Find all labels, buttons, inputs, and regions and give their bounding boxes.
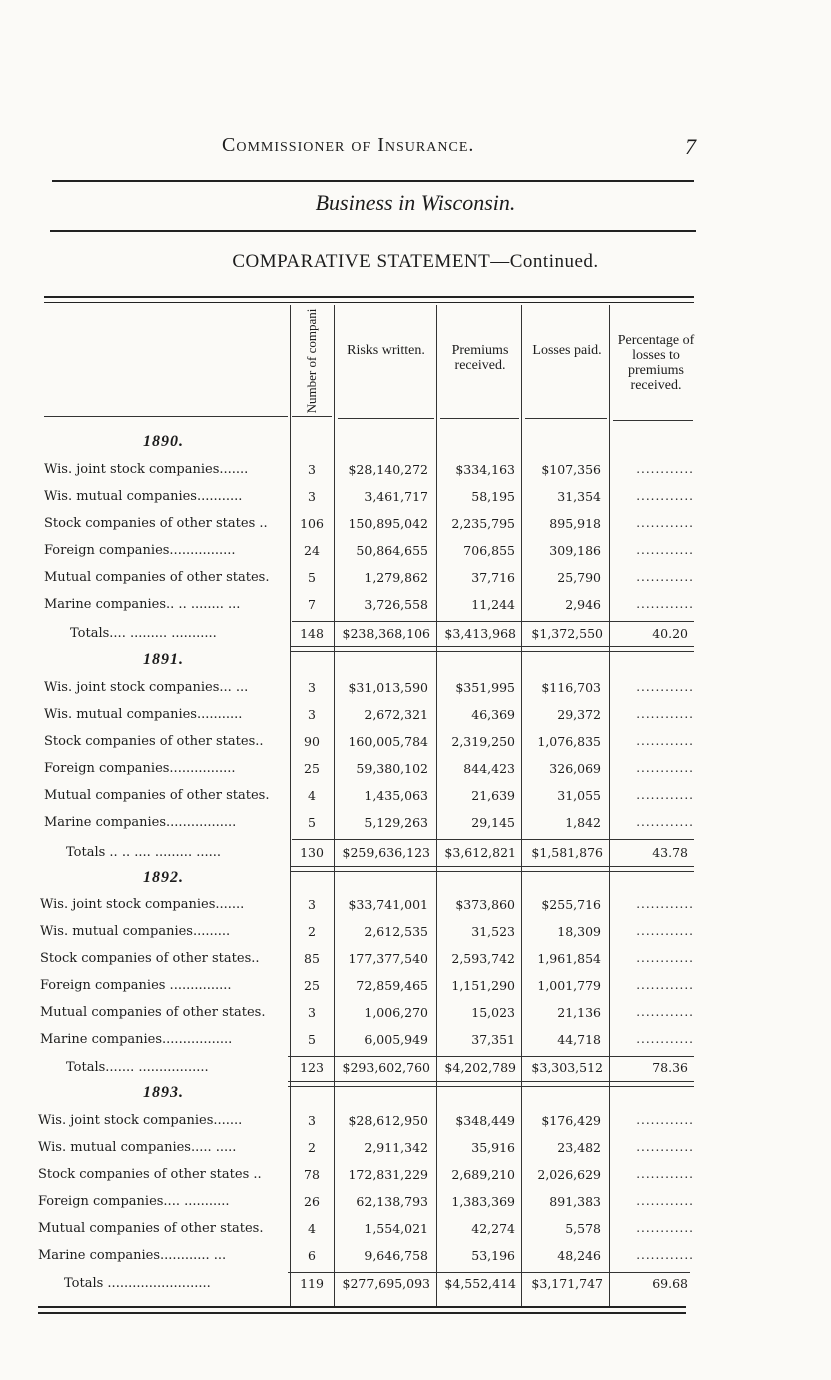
row-label: Stock companies of other states.. — [44, 734, 264, 749]
cell-risks: $28,140,272 — [348, 462, 428, 477]
table-top-rule-1 — [44, 296, 694, 298]
cell-losses: 31,354 — [557, 489, 601, 504]
cell-percentage-dots: ............ — [636, 734, 694, 748]
table-row — [0, 543, 831, 569]
table-row — [0, 1167, 831, 1193]
table-row — [0, 951, 831, 977]
row-label: Foreign companies ............... — [40, 978, 232, 993]
cell-losses: 29,372 — [557, 707, 601, 722]
header-rule — [44, 416, 288, 417]
table-row — [0, 1032, 831, 1058]
cell-percentage-dots: ............ — [636, 570, 694, 584]
cell-number: 4 — [308, 788, 316, 803]
year-heading: 1890. — [143, 433, 184, 450]
total-losses: $3,303,512 — [531, 1060, 603, 1075]
subtotal-rule — [292, 839, 694, 840]
cell-number: 3 — [308, 462, 316, 477]
totals-double-rule — [288, 1081, 694, 1087]
table-row — [0, 707, 831, 733]
row-label: Mutual companies of other states. — [44, 570, 270, 585]
cell-premiums: 844,423 — [463, 761, 515, 776]
total-premiums: $4,552,414 — [444, 1276, 516, 1291]
cell-percentage-dots: ............ — [636, 1032, 694, 1046]
row-label: Mutual companies of other states. — [40, 1005, 266, 1020]
cell-losses: 2,026,629 — [537, 1167, 601, 1182]
cell-number: 3 — [308, 1005, 316, 1020]
row-label: Foreign companies................ — [44, 761, 236, 776]
total-risks: $238,368,106 — [342, 626, 430, 641]
row-label: Wis. joint stock companies....... — [38, 1113, 243, 1128]
row-label: Marine companies................. — [40, 1032, 233, 1047]
cell-premiums: 11,244 — [471, 597, 515, 612]
cell-risks: $31,013,590 — [348, 680, 428, 695]
total-premiums: $3,612,821 — [444, 845, 516, 860]
cell-number: 6 — [308, 1248, 316, 1263]
cell-risks: 3,726,558 — [364, 597, 428, 612]
cell-losses: $255,716 — [541, 897, 601, 912]
cell-number: 24 — [304, 543, 320, 558]
total-risks: $277,695,093 — [342, 1276, 430, 1291]
totals-label: Totals.... ......... ........... — [70, 626, 217, 641]
total-percentage: 69.68 — [652, 1276, 688, 1291]
top-rule — [52, 180, 694, 182]
subtotal-rule — [288, 1272, 690, 1273]
totals-double-rule — [290, 646, 694, 652]
table-bottom-rule-1 — [38, 1306, 686, 1308]
cell-number: 85 — [304, 951, 320, 966]
table-row — [0, 734, 831, 760]
cell-number: 106 — [300, 516, 324, 531]
total-losses: $3,171,747 — [531, 1276, 603, 1291]
cell-risks: 1,279,862 — [364, 570, 428, 585]
cell-percentage-dots: ............ — [636, 924, 694, 938]
cell-losses: 31,055 — [557, 788, 601, 803]
statement-title: COMPARATIVE STATEMENT—Continued. — [232, 251, 599, 272]
subtotal-rule — [288, 1056, 694, 1057]
header-rule — [338, 418, 434, 419]
table-row — [0, 788, 831, 814]
totals-label: Totals....... ................. — [66, 1060, 209, 1075]
table-row — [0, 680, 831, 706]
table-row — [0, 570, 831, 596]
cell-percentage-dots: ............ — [636, 788, 694, 802]
column-header-risks: Risks written. — [347, 343, 425, 358]
column-header-number: Number of compani — [304, 308, 319, 414]
totals-label: Totals .. .. .... ......... ...... — [66, 845, 221, 860]
cell-losses: $176,429 — [541, 1113, 601, 1128]
cell-premiums: 29,145 — [471, 815, 515, 830]
cell-percentage-dots: ............ — [636, 1221, 694, 1235]
cell-premiums: 35,916 — [471, 1140, 515, 1155]
cell-premiums: 21,639 — [471, 788, 515, 803]
total-premiums: $4,202,789 — [444, 1060, 516, 1075]
table-top-rule-2 — [44, 302, 694, 303]
table-row — [0, 1248, 831, 1274]
cell-premiums: 2,235,795 — [451, 516, 515, 531]
cell-premiums: 15,023 — [471, 1005, 515, 1020]
cell-losses: 18,309 — [557, 924, 601, 939]
cell-premiums: $373,860 — [455, 897, 515, 912]
header-rule — [292, 416, 332, 417]
table-row — [0, 761, 831, 787]
cell-losses: 5,578 — [565, 1221, 601, 1236]
total-risks: $293,602,760 — [342, 1060, 430, 1075]
cell-risks: 6,005,949 — [364, 1032, 428, 1047]
cell-risks: 50,864,655 — [356, 543, 428, 558]
cell-percentage-dots: ............ — [636, 516, 694, 530]
row-label: Wis. mutual companies..... ..... — [38, 1140, 237, 1155]
cell-premiums: 2,689,210 — [451, 1167, 515, 1182]
cell-premiums: 37,716 — [471, 570, 515, 585]
cell-percentage-dots: ............ — [636, 680, 694, 694]
cell-number: 3 — [308, 1113, 316, 1128]
cell-number: 78 — [304, 1167, 320, 1182]
cell-losses: 1,961,854 — [537, 951, 601, 966]
cell-number: 25 — [304, 761, 320, 776]
year-heading: 1891. — [143, 651, 184, 668]
cell-losses: 1,842 — [565, 815, 601, 830]
total-percentage: 43.78 — [652, 845, 688, 860]
cell-losses: 48,246 — [557, 1248, 601, 1263]
cell-number: 2 — [308, 924, 316, 939]
table-row — [0, 516, 831, 542]
cell-premiums: $334,163 — [455, 462, 515, 477]
header-rule — [613, 420, 693, 421]
total-number: 123 — [300, 1060, 324, 1075]
cell-percentage-dots: ............ — [636, 951, 694, 965]
cell-number: 3 — [308, 489, 316, 504]
cell-risks: $33,741,001 — [348, 897, 428, 912]
year-heading: 1892. — [143, 869, 184, 886]
total-number: 130 — [300, 845, 324, 860]
cell-percentage-dots: ............ — [636, 462, 694, 476]
cell-premiums: 31,523 — [471, 924, 515, 939]
total-percentage: 78.36 — [652, 1060, 688, 1075]
cell-risks: 2,672,321 — [364, 707, 428, 722]
row-label: Marine companies.. .. ........ ... — [44, 597, 241, 612]
cell-percentage-dots: ............ — [636, 761, 694, 775]
cell-risks: 2,911,342 — [364, 1140, 428, 1155]
cell-losses: 23,482 — [557, 1140, 601, 1155]
cell-percentage-dots: ............ — [636, 815, 694, 829]
cell-number: 3 — [308, 707, 316, 722]
cell-percentage-dots: ............ — [636, 489, 694, 503]
cell-losses: 25,790 — [557, 570, 601, 585]
cell-risks: 2,612,535 — [364, 924, 428, 939]
column-header-percentage: Percentage of losses to premiums received. — [617, 333, 695, 393]
cell-losses: 891,383 — [549, 1194, 601, 1209]
cell-losses: 309,186 — [549, 543, 601, 558]
cell-premiums: 2,593,742 — [451, 951, 515, 966]
total-losses: $1,581,876 — [531, 845, 603, 860]
table-row — [0, 1194, 831, 1220]
table-row — [0, 924, 831, 950]
cell-number: 3 — [308, 897, 316, 912]
cell-number: 5 — [308, 570, 316, 585]
table-row — [0, 597, 831, 623]
cell-risks: 177,377,540 — [348, 951, 428, 966]
cell-losses: 895,918 — [549, 516, 601, 531]
cell-risks: $28,612,950 — [348, 1113, 428, 1128]
cell-number: 2 — [308, 1140, 316, 1155]
header-rule — [440, 418, 519, 419]
row-label: Wis. mutual companies........... — [44, 489, 243, 504]
cell-losses: 2,946 — [565, 597, 601, 612]
cell-losses: 44,718 — [557, 1032, 601, 1047]
cell-losses: 1,001,779 — [537, 978, 601, 993]
table-row — [0, 1113, 831, 1139]
cell-risks: 160,005,784 — [348, 734, 428, 749]
page-number: 7 — [685, 134, 696, 159]
row-label: Stock companies of other states .. — [38, 1167, 262, 1182]
table-row — [0, 1221, 831, 1247]
totals-label: Totals ......................... — [64, 1276, 211, 1291]
row-label: Stock companies of other states .. — [44, 516, 268, 531]
total-percentage: 40.20 — [652, 626, 688, 641]
table-row — [0, 815, 831, 841]
cell-number: 90 — [304, 734, 320, 749]
cell-percentage-dots: ............ — [636, 1194, 694, 1208]
page-running-head: Commissioner of Insurance. — [222, 134, 475, 156]
subtotal-rule — [292, 621, 694, 622]
cell-losses: $107,356 — [541, 462, 601, 477]
cell-premiums: 53,196 — [471, 1248, 515, 1263]
cell-premiums: 2,319,250 — [451, 734, 515, 749]
row-label: Stock companies of other states.. — [40, 951, 260, 966]
table-row — [0, 1140, 831, 1166]
totals-row — [0, 1276, 831, 1302]
cell-number: 5 — [308, 815, 316, 830]
total-number: 119 — [300, 1276, 324, 1291]
row-label: Wis. mutual companies......... — [40, 924, 231, 939]
cell-losses: 1,076,835 — [537, 734, 601, 749]
cell-percentage-dots: ............ — [636, 978, 694, 992]
cell-premiums: 1,151,290 — [451, 978, 515, 993]
row-label: Marine companies............ ... — [38, 1248, 227, 1263]
cell-percentage-dots: ............ — [636, 1113, 694, 1127]
cell-risks: 5,129,263 — [364, 815, 428, 830]
cell-percentage-dots: ............ — [636, 543, 694, 557]
column-header-losses: Losses paid. — [532, 343, 602, 358]
row-label: Mutual companies of other states. — [38, 1221, 264, 1236]
total-number: 148 — [300, 626, 324, 641]
cell-percentage-dots: ............ — [636, 707, 694, 721]
cell-premiums: 37,351 — [471, 1032, 515, 1047]
cell-percentage-dots: ............ — [636, 1005, 694, 1019]
total-losses: $1,372,550 — [531, 626, 603, 641]
row-label: Wis. joint stock companies... ... — [44, 680, 249, 695]
cell-number: 7 — [308, 597, 316, 612]
table-row — [0, 489, 831, 515]
cell-premiums: 58,195 — [471, 489, 515, 504]
row-label: Wis. joint stock companies....... — [40, 897, 245, 912]
cell-risks: 1,006,270 — [364, 1005, 428, 1020]
cell-risks: 1,435,063 — [364, 788, 428, 803]
cell-number: 4 — [308, 1221, 316, 1236]
year-heading: 1893. — [143, 1084, 184, 1101]
cell-risks: 62,138,793 — [356, 1194, 428, 1209]
total-risks: $259,636,123 — [342, 845, 430, 860]
table-row — [0, 978, 831, 1004]
section-title: Business in Wisconsin. — [315, 190, 516, 215]
row-label: Foreign companies.... ........... — [38, 1194, 230, 1209]
cell-percentage-dots: ............ — [636, 1167, 694, 1181]
cell-losses: $116,703 — [541, 680, 601, 695]
totals-double-rule — [290, 866, 694, 872]
row-label: Wis. joint stock companies....... — [44, 462, 249, 477]
cell-losses: 21,136 — [557, 1005, 601, 1020]
cell-losses: 326,069 — [549, 761, 601, 776]
cell-risks: 59,380,102 — [356, 761, 428, 776]
column-header-premiums: Premiums received. — [451, 343, 509, 373]
cell-percentage-dots: ............ — [636, 1140, 694, 1154]
cell-premiums: $351,995 — [455, 680, 515, 695]
cell-risks: 3,461,717 — [364, 489, 428, 504]
cell-percentage-dots: ............ — [636, 1248, 694, 1262]
row-label: Wis. mutual companies........... — [44, 707, 243, 722]
cell-premiums: 706,855 — [463, 543, 515, 558]
cell-risks: 172,831,229 — [348, 1167, 428, 1182]
cell-premiums: 46,369 — [471, 707, 515, 722]
table-row — [0, 897, 831, 923]
cell-risks: 72,859,465 — [356, 978, 428, 993]
cell-risks: 150,895,042 — [348, 516, 428, 531]
cell-premiums: $348,449 — [455, 1113, 515, 1128]
cell-risks: 9,646,758 — [364, 1248, 428, 1263]
cell-risks: 1,554,021 — [364, 1221, 428, 1236]
cell-percentage-dots: ............ — [636, 597, 694, 611]
table-row — [0, 462, 831, 488]
section-rule — [50, 230, 696, 232]
table-row — [0, 1005, 831, 1031]
row-label: Mutual companies of other states. — [44, 788, 270, 803]
cell-premiums: 42,274 — [471, 1221, 515, 1236]
cell-premiums: 1,383,369 — [451, 1194, 515, 1209]
cell-number: 26 — [304, 1194, 320, 1209]
cell-number: 25 — [304, 978, 320, 993]
total-premiums: $3,413,968 — [444, 626, 516, 641]
cell-percentage-dots: ............ — [636, 897, 694, 911]
row-label: Foreign companies................ — [44, 543, 236, 558]
row-label: Marine companies................. — [44, 815, 237, 830]
cell-number: 5 — [308, 1032, 316, 1047]
table-bottom-rule-2 — [38, 1312, 686, 1314]
cell-number: 3 — [308, 680, 316, 695]
header-rule — [525, 418, 607, 419]
